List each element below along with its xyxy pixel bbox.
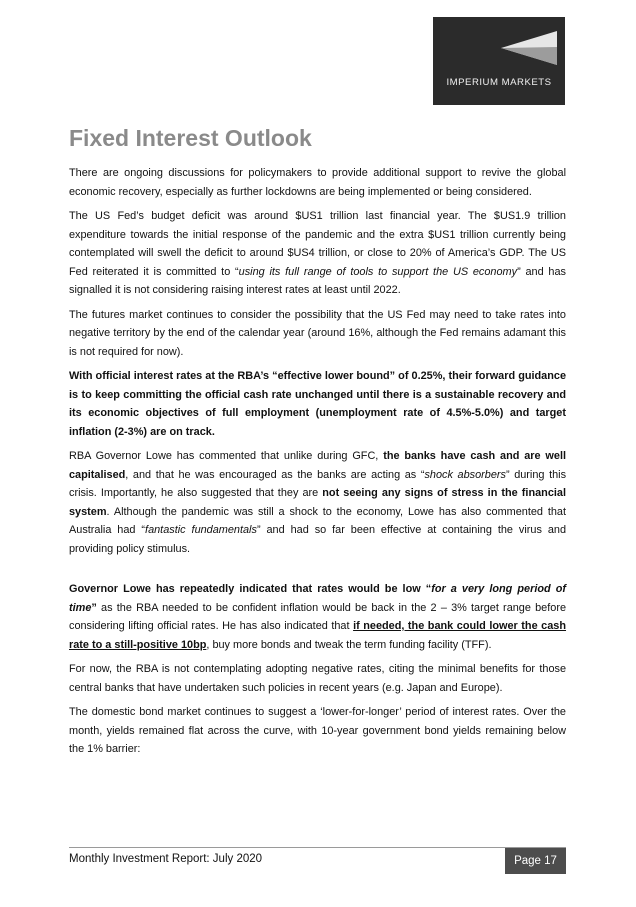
quote-fantastic-fundamentals: fantastic fundamentals [145,524,257,536]
quote-fed-tools: using its full range of tools to support the US economy [238,265,518,278]
imperium-markets-logo [433,17,565,105]
logo-mark-icon [433,17,565,77]
paragraph-rates-low: Governor Lowe has repeatedly indicated that rates would be low “for a very long period of time” as the RBA needed to be confident inflation would be back in the 2 – 3% target range before considering lifting official rates. He has also indicated that if needed, the bank could lower the cash rate to a still-positive 10bp, buy more bonds and tweak the term funding facility (TFF). [69,583,567,651]
page-number-badge [505,848,566,874]
paragraph-futures-market: The futures market continues to consider the possibility that the US Fed may need to take rates into negative territory by the end of the calendar year (around 16%, although the Fed remains adamant this is not required for now). [69,308,566,358]
emphasis-banks-capitalised: the banks have cash and are well capitalised [69,450,566,481]
page-title: Fixed Interest Outlook [69,125,312,151]
quote-long-period: for a very long period of time [69,583,566,614]
quote-shock-absorbers: shock absorbers [424,468,506,481]
footer-report-title: Monthly Investment Report: July 2020 [69,853,263,865]
logo-text: IMPERIUM MARKETS [446,77,552,88]
footer-divider [69,847,566,848]
emphasis-cash-rate-10bp: if needed, the bank could lower the cash rate to a still-positive 10bp [69,620,567,651]
page-number: Page 17 [514,855,557,867]
paragraph-negative-rates: For now, the RBA is not contemplating adopting negative rates, citing the minimal benefits for those central banks that have undertaken such policies in recent years (e.g. Japan and Europe). [69,663,566,694]
paragraph-global-support: There are ongoing discussions for policymakers to provide additional support to revive the global economic recovery, especially as further lockdowns are being implemented or being considered. [69,167,566,198]
paragraph-bond-market: The domestic bond market continues to suggest a ‘lower-for-longer’ period of interest rates. Over the month, yields remained flat across the curve, with 10-year government bond yields remaining below the 1% barrier: [69,706,566,755]
paragraph-us-fed-budget: The US Fed’s budget deficit was around $US1 trillion last financial year. The $US1.9 trillion expenditure towards the initial response of the pandemic and the extra $US1 trillion currently being contemplated will swell the deficit to around $US4 trillion, or close to 20% of America’s GDP. The US Fed reiterated it is committed to “using its full range of tools to support the US economy” and has signalled it is not considering raising interest rates at least until 2022. [69,210,566,296]
paragraph-rba-guidance: With official interest rates at the RBA’s “effective lower bound” of 0.25%, their forward guidance is to keep committing the official cash rate unchanged until there is a sustainable recovery and its economic objectives of full employment (unemployment rate of 4.5%-5.0%) and target inflation (2-3%) are on track. [69,370,566,438]
paragraph-rba-governor: RBA Governor Lowe has commented that unlike during GFC, the banks have cash and are well capitalised, and that he was encouraged as the banks are acting as “shock absorbers” during this crisis. Importantly, he also suggested that they are not seeing any signs of stress in the financial system. Although the pandemic was still a shock to the economy, Lowe has also commented that Australia had “fantastic fundamentals” and had so far been effective at containing the virus and providing policy stimulus. [69,450,567,555]
emphasis-no-stress: not seeing any signs of stress in the financial system [69,487,566,518]
article-body [69,164,566,765]
